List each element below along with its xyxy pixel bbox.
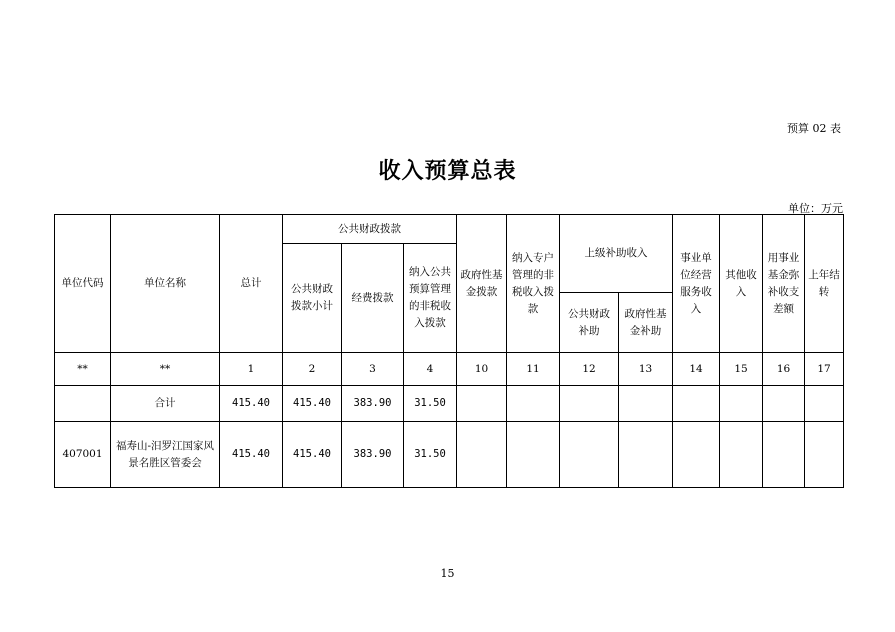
- cell-code: 407001: [55, 422, 111, 488]
- cell-empty: [720, 422, 763, 488]
- cell-empty: [507, 422, 560, 488]
- header-sub-public: 公共财政补助: [560, 293, 619, 353]
- header-funding: 经费拨款: [342, 244, 404, 353]
- header-special-non-tax: 纳入专户管理的非税收入拨款: [507, 215, 560, 353]
- index-cell: 3: [342, 353, 404, 386]
- cell-name: 福寿山-汨罗江国家风景名胜区管委会: [111, 422, 220, 488]
- cell-empty: [457, 386, 507, 422]
- cell-empty: [805, 422, 844, 488]
- cell-non-tax: 31.50: [404, 386, 457, 422]
- header-non-tax: 纳入公共预算管理的非税收入拨款: [404, 244, 457, 353]
- index-cell: 12: [560, 353, 619, 386]
- index-cell: **: [111, 353, 220, 386]
- index-cell: **: [55, 353, 111, 386]
- cell-code: [55, 386, 111, 422]
- cell-non-tax: 31.50: [404, 422, 457, 488]
- budget-table: [54, 214, 844, 488]
- index-cell: 10: [457, 353, 507, 386]
- index-cell: 4: [404, 353, 457, 386]
- header-fund-offset: 用事业基金弥补收支差额: [763, 215, 805, 353]
- page-title: 收入预算总表: [378, 158, 517, 184]
- cell-empty: [507, 386, 560, 422]
- table-row-unit: [55, 422, 844, 488]
- header-gov-fund: 政府性基金拨款: [457, 215, 507, 353]
- index-row: [55, 353, 844, 386]
- cell-total: 415.40: [220, 422, 283, 488]
- cell-total: 415.40: [220, 386, 283, 422]
- index-cell: 1: [220, 353, 283, 386]
- table-row-total: [55, 386, 844, 422]
- cell-subtotal: 415.40: [283, 422, 342, 488]
- cell-empty: [457, 422, 507, 488]
- cell-subtotal: 415.40: [283, 386, 342, 422]
- index-cell: 15: [720, 353, 763, 386]
- header-carryover: 上年结转: [805, 215, 844, 353]
- form-number: 预算 02 表: [787, 122, 841, 135]
- index-cell: 14: [673, 353, 720, 386]
- index-cell: 17: [805, 353, 844, 386]
- cell-empty: [560, 386, 619, 422]
- cell-empty: [763, 422, 805, 488]
- cell-funding: 383.90: [342, 422, 404, 488]
- header-pf-subtotal: 公共财政拨款小计: [283, 244, 342, 353]
- header-total: 总计: [220, 215, 283, 353]
- cell-empty: [673, 386, 720, 422]
- header-unit-code: 单位代码: [55, 215, 111, 353]
- header-other-income: 其他收入: [720, 215, 763, 353]
- index-cell: 13: [619, 353, 673, 386]
- cell-name: 合计: [111, 386, 220, 422]
- header-business-income: 事业单位经营服务收入: [673, 215, 720, 353]
- index-cell: 2: [283, 353, 342, 386]
- header-superior-subsidy: 上级补助收入: [560, 215, 673, 293]
- header-public-finance: 公共财政拨款: [283, 215, 457, 244]
- index-cell: 16: [763, 353, 805, 386]
- cell-empty: [619, 386, 673, 422]
- cell-empty: [763, 386, 805, 422]
- index-cell: 11: [507, 353, 560, 386]
- cell-empty: [720, 386, 763, 422]
- cell-funding: 383.90: [342, 386, 404, 422]
- cell-empty: [805, 386, 844, 422]
- header-unit-name: 单位名称: [111, 215, 220, 353]
- cell-empty: [673, 422, 720, 488]
- cell-empty: [560, 422, 619, 488]
- page-number: 15: [440, 567, 455, 580]
- cell-empty: [619, 422, 673, 488]
- unit-label: 单位：万元: [788, 202, 843, 215]
- header-sub-gov-fund: 政府性基金补助: [619, 293, 673, 353]
